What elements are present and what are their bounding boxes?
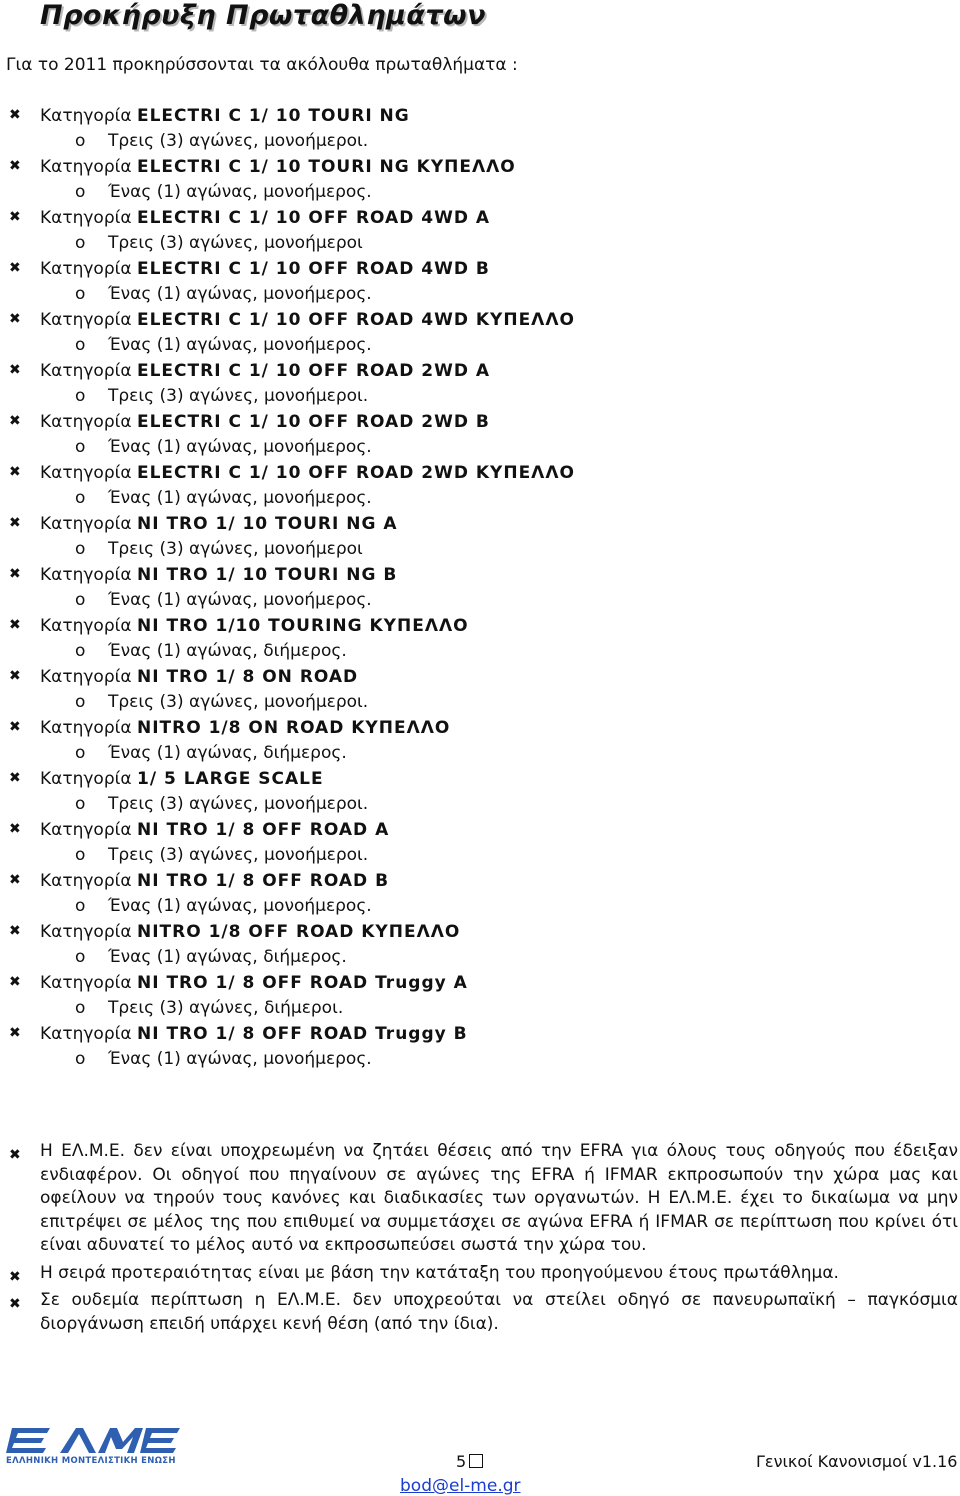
missing-glyph-icon: [469, 1454, 483, 1468]
category-item: [0, 361, 960, 412]
sub-bullet-icon: o: [75, 182, 86, 202]
category-label: [40, 106, 410, 126]
category-item: [0, 1024, 960, 1075]
x-mark-bullet-icon: ✖: [9, 1147, 21, 1163]
category-label: [40, 259, 490, 279]
sub-bullet-icon: o: [75, 131, 86, 151]
category-label: [40, 412, 490, 432]
x-mark-bullet-icon: ✖: [9, 923, 21, 939]
sub-bullet-icon: o: [75, 845, 86, 865]
x-mark-bullet-icon: ✖: [9, 464, 21, 480]
category-detail: Ένας (1) αγώνας, μονοήμερος.: [108, 1049, 372, 1069]
category-detail: Ένας (1) αγώνας, μονοήμερος.: [108, 335, 372, 355]
intro-text: Για το 2011 προκηρύσσονται τα ακόλουθα πρωταθλήματα :: [6, 55, 518, 75]
category-name: ELECTRI C 1/ 10 OFF ROAD 2WD A: [136, 361, 491, 381]
category-detail: Ένας (1) αγώνας, μονοήμερος.: [108, 284, 372, 304]
category-prefix: Κατηγορία: [40, 973, 132, 993]
sub-bullet-icon: o: [75, 641, 86, 661]
x-mark-bullet-icon: ✖: [9, 821, 21, 837]
category-name: NITRO 1/8 OFF ROAD ΚΥΠΕΛΛΟ: [136, 922, 461, 942]
category-item: [0, 973, 960, 1024]
category-detail: Ένας (1) αγώνας, μονοήμερος.: [108, 182, 372, 202]
x-mark-bullet-icon: ✖: [9, 362, 21, 378]
category-item: [0, 259, 960, 310]
category-detail: Ένας (1) αγώνας, μονοήμερος.: [108, 590, 372, 610]
category-item: [0, 208, 960, 259]
category-item: [0, 718, 960, 769]
category-name: NI TRO 1/ 8 ON ROAD: [136, 667, 359, 687]
category-name: ELECTRI C 1/ 10 OFF ROAD 2WD ΚΥΠΕΛΛΟ: [136, 463, 575, 483]
category-item: [0, 616, 960, 667]
category-name: 1/ 5 LARGE SCALE: [136, 769, 324, 789]
category-name: NITRO 1/8 ON ROAD ΚΥΠΕΛΛΟ: [136, 718, 451, 738]
category-label: [40, 463, 575, 483]
sub-bullet-icon: o: [75, 743, 86, 763]
category-prefix: Κατηγορία: [40, 871, 132, 891]
sub-bullet-icon: o: [75, 335, 86, 355]
category-prefix: Κατηγορία: [40, 208, 132, 228]
category-detail: Ένας (1) αγώνας, διήμερος.: [108, 947, 347, 967]
note-item: [0, 1289, 960, 1336]
category-item: [0, 922, 960, 973]
category-prefix: Κατηγορία: [40, 361, 132, 381]
category-name: ELECTRI C 1/ 10 OFF ROAD 4WD ΚΥΠΕΛΛΟ: [136, 310, 575, 330]
x-mark-bullet-icon: ✖: [9, 1025, 21, 1041]
category-prefix: Κατηγορία: [40, 565, 132, 585]
category-detail: Ένας (1) αγώνας, μονοήμερος.: [108, 896, 372, 916]
x-mark-bullet-icon: ✖: [9, 1296, 21, 1312]
email-link[interactable]: bod@el-me.gr: [400, 1476, 521, 1496]
category-name: NI TRO 1/ 8 OFF ROAD Truggy A: [136, 973, 468, 993]
x-mark-bullet-icon: ✖: [9, 974, 21, 990]
category-item: [0, 667, 960, 718]
x-mark-bullet-icon: ✖: [9, 1268, 21, 1285]
category-label: [40, 871, 389, 891]
category-label: [40, 514, 398, 534]
category-item: [0, 412, 960, 463]
x-mark-bullet-icon: ✖: [9, 719, 21, 735]
sub-bullet-icon: o: [75, 1049, 86, 1069]
sub-bullet-icon: o: [75, 794, 86, 814]
note-text: Σε ουδεμία περίπτωση η ΕΛ.Μ.Ε. δεν υποχρεούται να στείλει οδηγό σε πανευρωπαϊκή – παγκόσμια διοργάνωση επειδή υπάρχει κενή θέση (από την ίδια).: [40, 1290, 958, 1334]
category-name: NI TRO 1/ 8 OFF ROAD Truggy B: [136, 1024, 468, 1044]
note-item: [0, 1262, 960, 1286]
category-name: NI TRO 1/ 10 TOURI NG A: [136, 514, 398, 534]
x-mark-bullet-icon: ✖: [9, 209, 21, 225]
category-detail: Τρεις (3) αγώνες, μονοήμεροι.: [108, 845, 369, 865]
sub-bullet-icon: o: [75, 437, 86, 457]
category-prefix: Κατηγορία: [40, 616, 132, 636]
x-mark-bullet-icon: ✖: [9, 107, 21, 123]
category-item: [0, 769, 960, 820]
page-footer: [0, 1420, 960, 1496]
sub-bullet-icon: o: [75, 896, 86, 916]
category-detail: Τρεις (3) αγώνες, μονοήμεροι.: [108, 386, 369, 406]
category-label: [40, 310, 575, 330]
category-prefix: Κατηγορία: [40, 922, 132, 942]
category-label: [40, 208, 490, 228]
category-label: [40, 1024, 468, 1044]
sub-bullet-icon: o: [75, 947, 86, 967]
page-title: Προκήρυξη Πρωταθλημάτων: [40, 0, 487, 31]
category-label: [40, 973, 468, 993]
category-label: [40, 667, 358, 687]
championship-list: [0, 106, 960, 1075]
category-item: [0, 565, 960, 616]
x-mark-bullet-icon: ✖: [9, 413, 21, 429]
x-mark-bullet-icon: ✖: [9, 260, 21, 276]
document-version: Γενικοί Κανονισμοί v1.16: [756, 1452, 958, 1471]
category-item: [0, 514, 960, 565]
sub-bullet-icon: o: [75, 284, 86, 304]
category-label: [40, 769, 324, 789]
category-name: NI TRO 1/ 8 OFF ROAD B: [136, 871, 390, 891]
category-name: ELECTRI C 1/ 10 OFF ROAD 4WD B: [136, 259, 490, 279]
sub-bullet-icon: o: [75, 488, 86, 508]
category-detail: Ένας (1) αγώνας, διήμερος.: [108, 641, 347, 661]
category-name: ELECTRI C 1/ 10 TOURI NG: [136, 106, 410, 126]
category-name: NI TRO 1/ 8 OFF ROAD A: [136, 820, 390, 840]
category-prefix: Κατηγορία: [40, 1024, 132, 1044]
category-detail: Τρεις (3) αγώνες, μονοήμεροι.: [108, 794, 369, 814]
category-prefix: Κατηγορία: [40, 259, 132, 279]
category-label: [40, 157, 516, 177]
category-item: [0, 463, 960, 514]
category-detail: Ένας (1) αγώνας, μονοήμερος.: [108, 488, 372, 508]
sub-bullet-icon: o: [75, 539, 86, 559]
category-name: NI TRO 1/10 TOURING ΚΥΠΕΛΛΟ: [136, 616, 469, 636]
category-detail: Τρεις (3) αγώνες, μονοήμεροι: [108, 233, 363, 253]
x-mark-bullet-icon: ✖: [9, 158, 21, 174]
x-mark-bullet-icon: ✖: [9, 566, 21, 582]
category-label: [40, 565, 397, 585]
category-prefix: Κατηγορία: [40, 718, 132, 738]
category-label: [40, 718, 450, 738]
category-label: [40, 361, 490, 381]
sub-bullet-icon: o: [75, 692, 86, 712]
category-detail: Ένας (1) αγώνας, διήμερος.: [108, 743, 347, 763]
category-name: NI TRO 1/ 10 TOURI NG B: [136, 565, 398, 585]
note-text: Η ΕΛ.Μ.Ε. δεν είναι υποχρεωμένη να ζητάει θέσεις από την EFRA για όλους τους οδηγούς που έδειξαν ενδιαφέρον. Οι οδηγοί που πηγαίνουν σε αγώνες της EFRA ή IFMAR εκπροσωπούν την χώρα μας και οφείλουν να τηρούν τους κανόνες και διαδικασίες των οργανωτών. Η ΕΛ.Μ.Ε. έχει το δικαίωμα να μην επιτρέψει σε μέλος της που επιθυμεί να συμμετάσχει σε αγώνα EFRA ή IFMAR σε περίπτωση που κρίνει ότι είναι αδυνατεί το μέλος αυτό να εκπροσωπεύσει σωστά την χώρα του.: [40, 1141, 958, 1255]
category-detail: Ένας (1) αγώνας, μονοήμερος.: [108, 437, 372, 457]
notes-section: [0, 1140, 960, 1340]
note-text: Η σειρά προτεραιότητας είναι με βάση την κατάταξη του προηγούμενου έτους πρωτάθλημα.: [40, 1262, 839, 1283]
x-mark-bullet-icon: ✖: [9, 617, 21, 633]
category-item: [0, 106, 960, 157]
category-label: [40, 922, 460, 942]
logo-subtitle: ΕΛΛΗΝΙΚΗ ΜΟΝΤΕΛΙΣΤΙΚΗ ΕΝΩΣΗ: [6, 1456, 176, 1466]
category-prefix: Κατηγορία: [40, 514, 132, 534]
category-prefix: Κατηγορία: [40, 157, 132, 177]
category-prefix: Κατηγορία: [40, 106, 132, 126]
page-number-value: 5: [456, 1452, 467, 1471]
page-number: [456, 1452, 483, 1471]
category-name: ELECTRI C 1/ 10 OFF ROAD 2WD B: [136, 412, 490, 432]
note-item: [0, 1140, 960, 1258]
category-prefix: Κατηγορία: [40, 667, 132, 687]
category-name: ELECTRI C 1/ 10 OFF ROAD 4WD A: [136, 208, 491, 228]
x-mark-bullet-icon: ✖: [9, 311, 21, 327]
category-item: [0, 157, 960, 208]
category-item: [0, 820, 960, 871]
sub-bullet-icon: o: [75, 590, 86, 610]
x-mark-bullet-icon: ✖: [9, 515, 21, 531]
category-label: [40, 820, 389, 840]
category-item: [0, 310, 960, 361]
category-label: [40, 616, 469, 636]
x-mark-bullet-icon: ✖: [9, 668, 21, 684]
sub-bullet-icon: o: [75, 386, 86, 406]
sub-bullet-icon: o: [75, 998, 86, 1018]
category-prefix: Κατηγορία: [40, 412, 132, 432]
category-detail: Τρεις (3) αγώνες, μονοήμεροι.: [108, 131, 369, 151]
category-prefix: Κατηγορία: [40, 463, 132, 483]
category-prefix: Κατηγορία: [40, 769, 132, 789]
category-name: ELECTRI C 1/ 10 TOURI NG ΚΥΠΕΛΛΟ: [136, 157, 516, 177]
category-detail: Τρεις (3) αγώνες, μονοήμεροι: [108, 539, 363, 559]
category-detail: Τρεις (3) αγώνες, διήμεροι.: [108, 998, 344, 1018]
category-detail: Τρεις (3) αγώνες, μονοήμεροι.: [108, 692, 369, 712]
category-prefix: Κατηγορία: [40, 820, 132, 840]
x-mark-bullet-icon: ✖: [9, 770, 21, 786]
category-prefix: Κατηγορία: [40, 310, 132, 330]
x-mark-bullet-icon: ✖: [9, 872, 21, 888]
sub-bullet-icon: o: [75, 233, 86, 253]
category-item: [0, 871, 960, 922]
